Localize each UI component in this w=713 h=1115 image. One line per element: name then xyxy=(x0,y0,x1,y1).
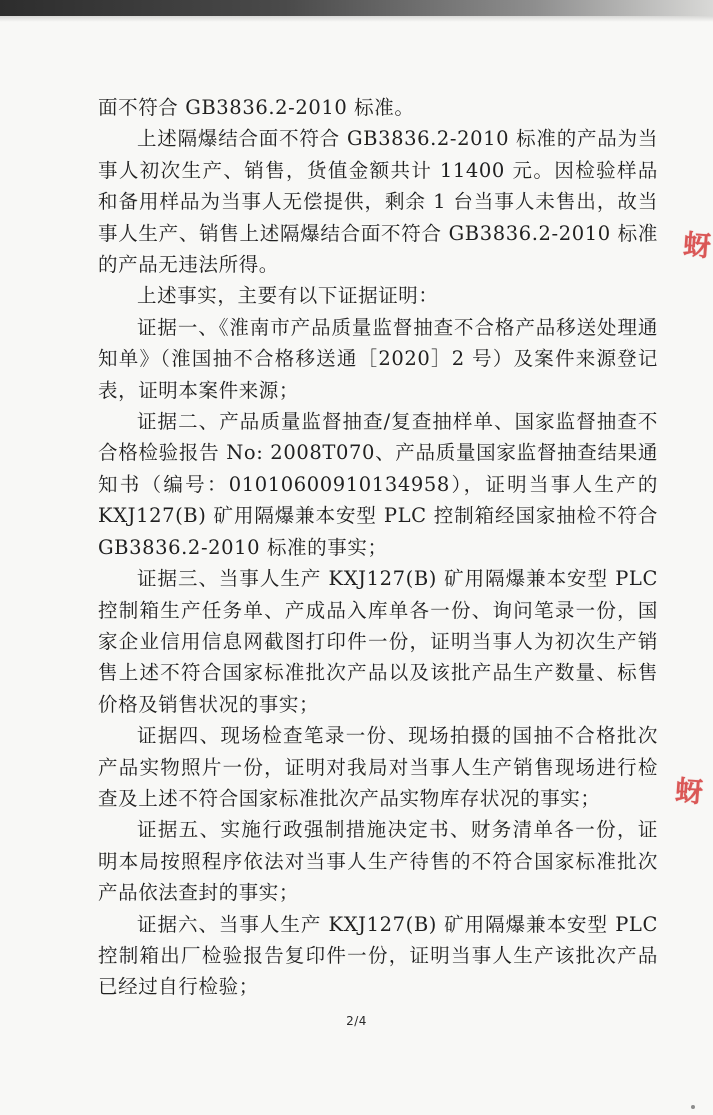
paragraph-evidence-1: 证据一、《淮南市产品质量监督抽查不合格产品移送处理通知单》（淮国抽不合格移送通［2020］2 号）及案件来源登记表，证明本案件来源； xyxy=(98,315,658,402)
paragraph-evidence-2: 证据二、产品质量监督抽查/复查抽样单、国家监督抽查不合格检验报告 No: 2008T070、产品质量国家监督抽查结果通知书（编号：01010600910134958），证明当事人生产的 KXJ127(B) 矿用隔爆兼本安型 PLC 控制箱经国家抽检不符合 GB3836.2-2010 标准的事实； xyxy=(98,410,658,559)
red-seal-mark-bottom: 蚜 xyxy=(673,774,705,809)
paragraph-continuation: 面不符合 GB3836.2-2010 标准。 xyxy=(98,96,415,119)
paragraph-evidence-intro: 上述事实，主要有以下证据证明： xyxy=(137,284,439,308)
paragraph-evidence-6: 证据六、当事人生产 KXJ127(B) 矿用隔爆兼本安型 PLC 控制箱出厂检验报告复印件一份，证明当事人生产该批次产品已经过自行检验； xyxy=(98,912,658,999)
paragraph-evidence-3: 证据三、当事人生产 KXJ127(B) 矿用隔爆兼本安型 PLC 控制箱生产任务单、产成品入库单各一份、询问笔录一份，国家企业信用信息网截图打印件一份，证明当事人为初次生产销售上述不符合国家标准批次产品以及该批产品生产数量、标售价格及销售状况的事实； xyxy=(98,567,658,716)
page-number: 2/4 xyxy=(346,1014,367,1028)
scan-corner-dot xyxy=(691,1105,695,1109)
paragraph-evidence-5: 证据五、实施行政强制措施决定书、财务清单各一份，证明本局按照程序依法对当事人生产待售的不符合国家标准批次产品依法查封的事实； xyxy=(98,818,658,905)
paragraph-evidence-4: 证据四、现场检查笔录一份、现场拍摄的国抽不合格批次产品实物照片一份，证明对我局对当事人生产销售现场进行检查及上述不符合国家标准批次产品实物库存状况的事实； xyxy=(98,724,658,810)
document-body xyxy=(98,92,658,1003)
red-seal-mark-top: 蚜 xyxy=(681,228,713,263)
scan-top-edge xyxy=(0,0,713,16)
paragraph-sales-value: 上述隔爆结合面不符合 GB3836.2-2010 标准的产品为当事人初次生产、销售，货值金额共计 11400 元。因检验样品和备用样品为当事人无偿提供，剩余 1 台当事人未售出，故当事人生产、销售上述隔爆结合面不符合 GB3836.2-2010 标准的产品无违法所得。 xyxy=(98,127,658,277)
scan-edge-shadow xyxy=(0,16,713,22)
